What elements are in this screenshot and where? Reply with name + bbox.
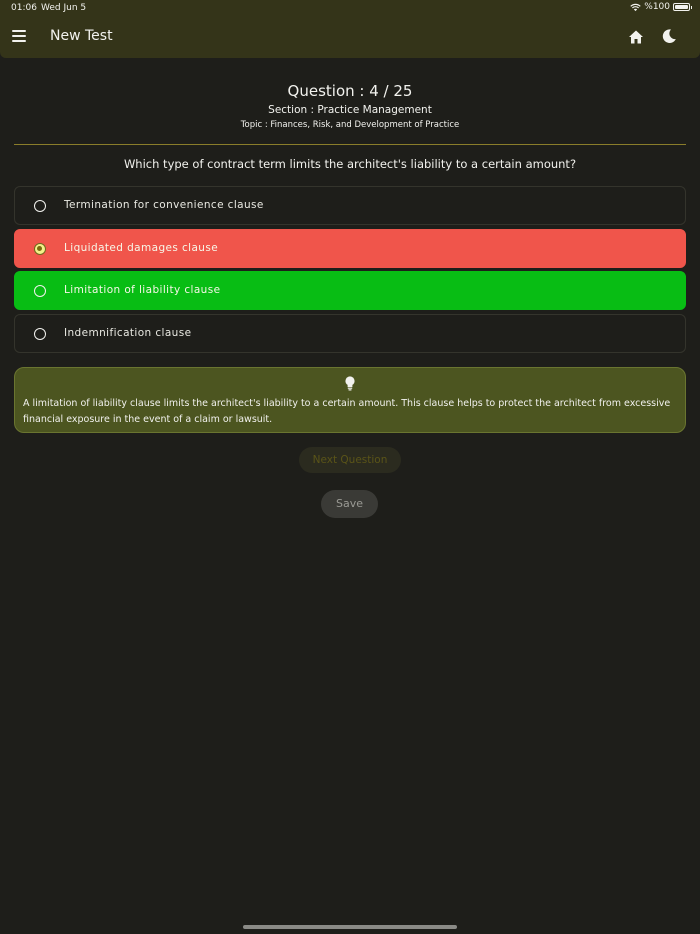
- question-topic: Topic : Finances, Risk, and Development of Practice: [240, 120, 460, 130]
- question-text: Which type of contract term limits the architect's liability to a certain amount?: [123, 157, 577, 171]
- battery-percent: %100: [644, 2, 670, 12]
- page-title: New Test: [50, 28, 113, 44]
- status-time: 01:06: [11, 3, 37, 13]
- radio-button[interactable]: [34, 200, 46, 212]
- answer-option-3-correct[interactable]: [14, 271, 686, 310]
- home-indicator: [243, 925, 457, 929]
- lightbulb-icon: [344, 376, 356, 391]
- answer-option-label: Termination for convenience clause: [64, 199, 264, 211]
- answer-option-label: Liquidated damages clause: [64, 242, 219, 254]
- dark-mode-moon-icon[interactable]: [661, 28, 677, 44]
- status-indicators: [630, 2, 690, 12]
- radio-button[interactable]: [34, 285, 46, 297]
- explanation-text: A limitation of liability clause limits the architect's liability to a certain amount. This clause helps to protect the architect from excessive financial exposure in the event of a claim or lawsuit.: [23, 398, 671, 425]
- battery-icon: [673, 3, 690, 11]
- status-date: Wed Jun 5: [41, 3, 87, 13]
- answer-option-label: Indemnification clause: [64, 327, 192, 339]
- divider: [14, 144, 686, 145]
- app-header: [0, 0, 700, 58]
- hamburger-menu-icon[interactable]: [12, 30, 26, 42]
- home-icon[interactable]: [628, 29, 644, 45]
- wifi-icon: [630, 3, 641, 12]
- answer-option-4[interactable]: [14, 314, 686, 353]
- radio-button[interactable]: [34, 328, 46, 340]
- explanation-box: [14, 367, 686, 433]
- answer-option-1[interactable]: [14, 186, 686, 225]
- next-question-button[interactable]: Next Question: [299, 447, 401, 473]
- answer-option-label: Limitation of liability clause: [64, 284, 221, 296]
- answer-option-2-wrong[interactable]: [14, 229, 686, 268]
- radio-button-selected[interactable]: [34, 243, 46, 255]
- save-button[interactable]: Save: [321, 490, 378, 518]
- question-section: Section : Practice Management: [268, 104, 432, 116]
- question-number: Question : 4 / 25: [287, 82, 413, 100]
- question-header: [0, 82, 700, 130]
